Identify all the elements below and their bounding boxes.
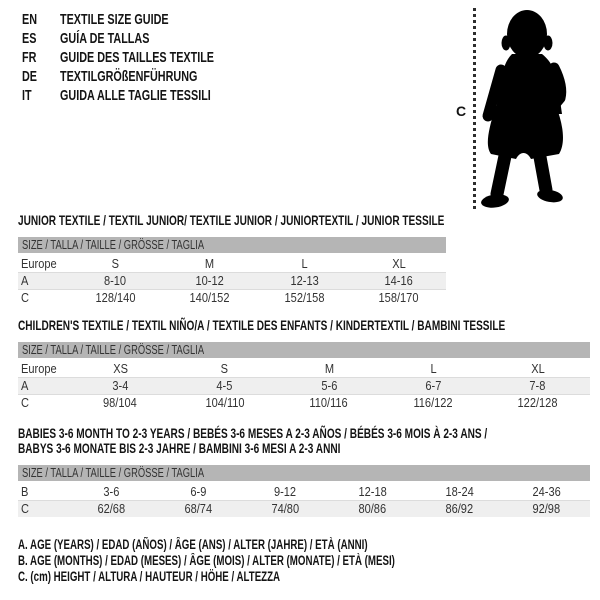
cell-text: 122/128 bbox=[517, 395, 558, 411]
table-row bbox=[18, 255, 446, 272]
cell-text: XL bbox=[391, 255, 406, 271]
footnote bbox=[18, 569, 541, 585]
language-title-text: GUIDE DES TAILLES TEXTILE bbox=[60, 49, 215, 66]
table-title bbox=[18, 426, 590, 456]
childrens-textile-section bbox=[18, 318, 590, 411]
cell-text: 98/104 bbox=[103, 395, 138, 411]
size-table bbox=[18, 483, 590, 517]
table-cell bbox=[257, 255, 352, 272]
language-code-text: DE bbox=[22, 68, 38, 85]
table-cell bbox=[155, 500, 242, 517]
language-title-text: TEXTILE SIZE GUIDE bbox=[60, 11, 169, 28]
language-code-text: IT bbox=[22, 87, 32, 104]
footnote bbox=[18, 553, 541, 569]
table-row bbox=[18, 360, 590, 377]
cell-text: B bbox=[21, 483, 29, 499]
cell-text: 14-16 bbox=[384, 273, 413, 288]
table-cell bbox=[68, 483, 155, 500]
row-label-cell bbox=[18, 360, 68, 377]
row-label-cell bbox=[18, 377, 68, 394]
size-table bbox=[18, 360, 590, 411]
cell-text: C bbox=[21, 501, 29, 517]
language-row bbox=[22, 67, 274, 86]
cell-text: 3-6 bbox=[103, 483, 120, 499]
language-row bbox=[22, 29, 274, 48]
table-cell bbox=[68, 272, 163, 289]
table-cell bbox=[486, 394, 590, 411]
language-code-text: ES bbox=[22, 30, 37, 47]
row-label-cell bbox=[18, 500, 68, 517]
table-cell bbox=[257, 289, 352, 306]
footnote-text: B. AGE (MONTHS) / EDAD (MESES) / ÂGE (MOIS) / ALTER (MONATE) / ETÀ (MESI) bbox=[18, 553, 395, 568]
table-title-text: JUNIOR TEXTILE / TEXTIL JUNIOR/ TEXTILE JUNIOR / JUNIORTEXTIL / JUNIOR TESSILE bbox=[18, 212, 445, 228]
row-label-cell bbox=[18, 272, 68, 289]
cell-text: 24-36 bbox=[532, 483, 561, 499]
cell-text: 5-6 bbox=[320, 378, 337, 393]
cell-text: C bbox=[21, 395, 29, 411]
cell-text: 12-18 bbox=[358, 483, 387, 499]
table-cell bbox=[242, 483, 329, 500]
cell-text: 68/74 bbox=[184, 501, 213, 517]
cell-text: S bbox=[220, 360, 229, 376]
cell-text: S bbox=[111, 255, 119, 271]
table-cell bbox=[381, 360, 485, 377]
footnote bbox=[18, 537, 541, 553]
row-label-cell bbox=[18, 255, 68, 272]
table-title-text: CHILDREN'S TEXTILE / TEXTIL NIÑO/A / TEXTILE DES ENFANTS / KINDERTEXTIL / BAMBINI TESSILE bbox=[18, 317, 506, 333]
cell-text: 104/110 bbox=[205, 395, 245, 411]
language-title bbox=[60, 49, 274, 66]
language-code bbox=[22, 11, 60, 28]
table-title bbox=[18, 318, 590, 333]
cell-text: M bbox=[205, 255, 215, 271]
junior-textile-section bbox=[18, 213, 446, 306]
language-code bbox=[22, 49, 60, 66]
row-label-cell bbox=[18, 394, 68, 411]
table-cell bbox=[163, 272, 258, 289]
cell-text: 116/122 bbox=[413, 395, 453, 411]
table-cell bbox=[172, 394, 276, 411]
table-cell bbox=[416, 500, 503, 517]
cell-text: A bbox=[21, 378, 29, 393]
table-cell bbox=[416, 483, 503, 500]
table-cell bbox=[68, 394, 172, 411]
table-cell bbox=[329, 483, 416, 500]
table-cell bbox=[486, 360, 590, 377]
cell-text: 7-8 bbox=[529, 378, 546, 393]
language-row bbox=[22, 48, 274, 67]
size-table bbox=[18, 255, 446, 306]
table-cell bbox=[277, 394, 381, 411]
table-title-line bbox=[18, 213, 446, 228]
table-cell bbox=[329, 500, 416, 517]
table-cell bbox=[503, 500, 590, 517]
table-row bbox=[18, 394, 590, 411]
cell-text: C bbox=[21, 290, 29, 306]
cell-text: 10-12 bbox=[195, 273, 224, 288]
table-cell bbox=[68, 377, 172, 394]
table-cell bbox=[277, 360, 381, 377]
language-title bbox=[60, 11, 211, 28]
language-code-text: EN bbox=[22, 11, 38, 28]
table-title-text: BABIES 3-6 MONTH TO 2-3 YEARS / BEBÉS 3-6 MESES A 2-3 AÑOS / BÉBÉS 3-6 MOIS À 2-3 ANS / bbox=[18, 425, 488, 441]
cell-text: 74/80 bbox=[271, 501, 300, 517]
cell-text: 8-10 bbox=[104, 273, 127, 288]
table-cell bbox=[163, 289, 258, 306]
language-title-text: GUIDA ALLE TAGLIE TESSILI bbox=[60, 87, 211, 104]
cell-text: 9-12 bbox=[274, 483, 297, 499]
table-title-text: BABYS 3-6 MONATE BIS 2-3 JAHRE / BAMBINI 3-6 MESI A 2-3 ANNI bbox=[18, 440, 341, 456]
cell-text: M bbox=[324, 360, 334, 376]
table-cell bbox=[352, 289, 447, 306]
table-title bbox=[18, 213, 446, 228]
cell-text: 6-9 bbox=[190, 483, 207, 499]
table-cell bbox=[68, 255, 163, 272]
cell-text: 4-5 bbox=[216, 378, 233, 393]
table-row bbox=[18, 483, 590, 500]
row-label-cell bbox=[18, 483, 68, 500]
size-header-band: SIZE / TALLA / TAILLE / GRÖSSE / TAGLIA bbox=[18, 237, 446, 253]
table-title-line bbox=[18, 426, 590, 441]
footnote-text: C. (cm) HEIGHT / ALTURA / HAUTEUR / HÖHE / ALTEZZA bbox=[18, 569, 281, 584]
table-cell bbox=[503, 483, 590, 500]
table-title-line bbox=[18, 318, 590, 333]
table-cell bbox=[172, 377, 276, 394]
table-cell bbox=[257, 272, 352, 289]
cell-text: 6-7 bbox=[425, 378, 442, 393]
language-title bbox=[60, 30, 184, 47]
cell-text: 92/98 bbox=[532, 501, 561, 517]
cell-text: XS bbox=[112, 360, 128, 376]
table-cell bbox=[486, 377, 590, 394]
cell-text: 158/170 bbox=[378, 290, 419, 306]
language-title bbox=[60, 68, 251, 85]
table-cell bbox=[277, 377, 381, 394]
table-cell bbox=[352, 272, 447, 289]
table-cell bbox=[352, 255, 447, 272]
cell-text: L bbox=[430, 360, 437, 376]
cell-text: 62/68 bbox=[97, 501, 126, 517]
table-row bbox=[18, 500, 590, 517]
language-code bbox=[22, 87, 60, 104]
cell-text: 128/140 bbox=[95, 290, 136, 306]
height-measure-line bbox=[473, 8, 476, 212]
table-cell bbox=[68, 289, 163, 306]
table-cell bbox=[172, 360, 276, 377]
table-row bbox=[18, 377, 590, 394]
table-title-line bbox=[18, 441, 590, 456]
cell-text: 86/92 bbox=[445, 501, 474, 517]
baby-silhouette-icon bbox=[480, 6, 582, 212]
height-measure-label: C bbox=[456, 103, 467, 119]
language-code-text: FR bbox=[22, 49, 37, 66]
table-row bbox=[18, 289, 446, 306]
cell-text: L bbox=[301, 255, 308, 271]
cell-text: 12-13 bbox=[290, 273, 319, 288]
language-row bbox=[22, 10, 274, 29]
cell-text: 80/86 bbox=[358, 501, 387, 517]
babies-textile-section bbox=[18, 426, 590, 517]
cell-text: XL bbox=[531, 360, 545, 376]
cell-text: 140/152 bbox=[189, 290, 230, 306]
cell-text: Europe bbox=[21, 360, 57, 376]
cell-text: 110/116 bbox=[309, 395, 349, 411]
table-cell bbox=[155, 483, 242, 500]
language-row bbox=[22, 86, 274, 105]
language-title-list bbox=[22, 10, 274, 105]
table-cell bbox=[163, 255, 258, 272]
size-header-band: SIZE / TALLA / TAILLE / GRÖSSE / TAGLIA bbox=[18, 465, 590, 481]
table-cell bbox=[381, 394, 485, 411]
language-title bbox=[60, 87, 269, 104]
table-cell bbox=[381, 377, 485, 394]
language-code bbox=[22, 68, 60, 85]
row-label-cell bbox=[18, 289, 68, 306]
table-cell bbox=[68, 360, 172, 377]
size-header-band: SIZE / TALLA / TAILLE / GRÖSSE / TAGLIA bbox=[18, 342, 590, 358]
table-cell bbox=[242, 500, 329, 517]
language-code bbox=[22, 30, 60, 47]
cell-text: 152/158 bbox=[284, 290, 325, 306]
cell-text: Europe bbox=[21, 255, 57, 271]
cell-text: A bbox=[21, 273, 29, 288]
footnotes bbox=[18, 537, 541, 585]
cell-text: 3-4 bbox=[112, 378, 129, 393]
table-cell bbox=[68, 500, 155, 517]
table-row bbox=[18, 272, 446, 289]
cell-text: 18-24 bbox=[445, 483, 474, 499]
language-title-text: GUÍA DE TALLAS bbox=[60, 30, 150, 47]
footnote-text: A. AGE (YEARS) / EDAD (AÑOS) / ÂGE (ANS) / ALTER (JAHRE) / ETÀ (ANNI) bbox=[18, 537, 368, 552]
language-title-text: TEXTILGRÖßENFÜHRUNG bbox=[60, 68, 198, 85]
